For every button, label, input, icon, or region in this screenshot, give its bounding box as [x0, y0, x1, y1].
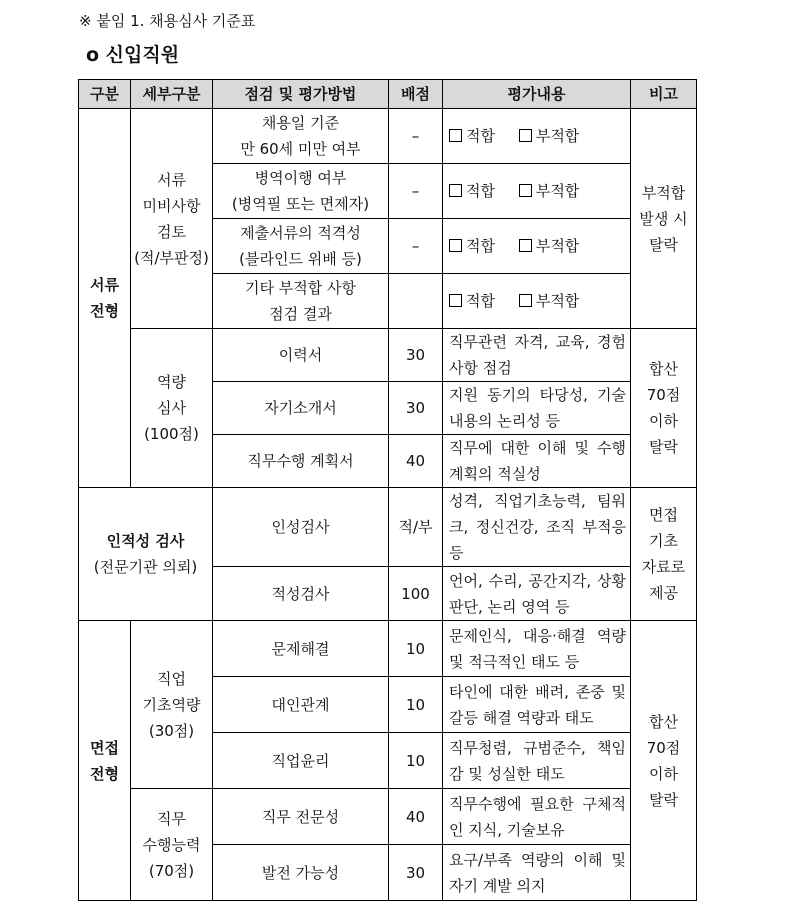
note-aptitude: 면접 기초 자료로 제공: [631, 488, 697, 621]
header-content: 평가내용: [443, 80, 631, 109]
checkbox-cell: [443, 164, 631, 219]
checkbox-unsuitable[interactable]: [519, 239, 532, 252]
subcategory-document-check: 서류 미비사항 검토 (적/부판정): [131, 109, 213, 329]
score-cell: 10: [389, 733, 443, 789]
header-category: 구분: [79, 80, 131, 109]
score-cell: –: [389, 219, 443, 274]
table-row: [79, 109, 697, 164]
aptitude-title: 인적성 검사: [106, 532, 185, 550]
method-cell: 제출서류의 적격성 (블라인드 위배 등): [213, 219, 389, 274]
content-cell: 직무관련 자격, 교육, 경험 사항 점검: [443, 329, 631, 382]
note-interview: 합산 70점 이하 탈락: [631, 621, 697, 901]
header-method: 점검 및 평가방법: [213, 80, 389, 109]
content-cell: 문제인식, 대응·해결 역량 및 적극적인 태도 등: [443, 621, 631, 677]
checkbox-unsuitable[interactable]: [519, 129, 532, 142]
score-cell: –: [389, 109, 443, 164]
table-row: [79, 789, 697, 845]
method-cell: 자기소개서: [213, 382, 389, 435]
subcategory-job-performance: 직무 수행능력 (70점): [131, 789, 213, 901]
score-cell: 100: [389, 567, 443, 621]
attachment-title: ※ 붙임 1. 채용심사 기준표: [79, 12, 256, 30]
option-label: 적합: [466, 182, 495, 200]
category-interview: 면접 전형: [79, 621, 131, 901]
content-cell: 성격, 직업기초능력, 팀워크, 정신건강, 조직 부적응 등: [443, 488, 631, 567]
option-label: 부적합: [535, 182, 580, 200]
option-label: 부적합: [535, 292, 580, 310]
content-cell: 직무수행에 필요한 구체적인 지식, 기술보유: [443, 789, 631, 845]
category-aptitude: [79, 488, 213, 621]
method-cell: 직무 전문성: [213, 789, 389, 845]
score-cell: –: [389, 164, 443, 219]
option-label: 적합: [466, 237, 495, 255]
content-cell: 언어, 수리, 공간지각, 상황판단, 논리 영역 등: [443, 567, 631, 621]
method-cell: 발전 가능성: [213, 845, 389, 901]
subcategory-competency: 역량 심사 (100점): [131, 329, 213, 488]
score-cell: [389, 274, 443, 329]
note-document-check: 부적합 발생 시 탈락: [631, 109, 697, 329]
method-cell: 기타 부적합 사항 점검 결과: [213, 274, 389, 329]
evaluation-criteria-table: [78, 79, 697, 901]
method-cell: 적성검사: [213, 567, 389, 621]
checkbox-cell: [443, 219, 631, 274]
header-score: 배점: [389, 80, 443, 109]
method-cell: 병역이행 여부 (병역필 또는 면제자): [213, 164, 389, 219]
aptitude-subtitle: (전문기관 의뢰): [93, 558, 198, 576]
note-competency: 합산 70점 이하 탈락: [631, 329, 697, 488]
content-cell: 직무에 대한 이해 및 수행계획의 적실성: [443, 435, 631, 488]
score-cell: 30: [389, 845, 443, 901]
header-subcategory: 세부구분: [131, 80, 213, 109]
score-cell: 30: [389, 382, 443, 435]
table-row: [79, 621, 697, 677]
method-cell: 대인관계: [213, 677, 389, 733]
header-row: [79, 80, 697, 109]
subcategory-basic-competency: 직업 기초역량 (30점): [131, 621, 213, 789]
content-cell: 요구/부족 역량의 이해 및 자기 계발 의지: [443, 845, 631, 901]
method-cell: 직무수행 계획서: [213, 435, 389, 488]
method-cell: 이력서: [213, 329, 389, 382]
score-cell: 30: [389, 329, 443, 382]
score-cell: 40: [389, 435, 443, 488]
checkbox-suitable[interactable]: [449, 294, 462, 307]
score-cell: 10: [389, 621, 443, 677]
table-row: [79, 488, 697, 567]
table-row: [79, 329, 697, 382]
score-cell: 10: [389, 677, 443, 733]
option-label: 적합: [466, 127, 495, 145]
option-label: 부적합: [535, 127, 580, 145]
content-cell: 타인에 대한 배려, 존중 및 갈등 해결 역량과 태도: [443, 677, 631, 733]
header-note: 비고: [631, 80, 697, 109]
checkbox-unsuitable[interactable]: [519, 294, 532, 307]
option-label: 적합: [466, 292, 495, 310]
checkbox-unsuitable[interactable]: [519, 184, 532, 197]
score-cell: 적/부: [389, 488, 443, 567]
category-document: 서류 전형: [79, 109, 131, 488]
method-cell: 문제해결: [213, 621, 389, 677]
checkbox-suitable[interactable]: [449, 239, 462, 252]
checkbox-cell: [443, 274, 631, 329]
score-cell: 40: [389, 789, 443, 845]
checkbox-cell: [443, 109, 631, 164]
content-cell: 지원 동기의 타당성, 기술내용의 논리성 등: [443, 382, 631, 435]
method-cell: 인성검사: [213, 488, 389, 567]
checkbox-suitable[interactable]: [449, 129, 462, 142]
method-cell: 직업윤리: [213, 733, 389, 789]
content-cell: 직무청렴, 규범준수, 책임감 및 성실한 태도: [443, 733, 631, 789]
section-title: o 신입직원: [86, 44, 180, 66]
checkbox-suitable[interactable]: [449, 184, 462, 197]
option-label: 부적합: [535, 237, 580, 255]
method-cell: 채용일 기준 만 60세 미만 여부: [213, 109, 389, 164]
